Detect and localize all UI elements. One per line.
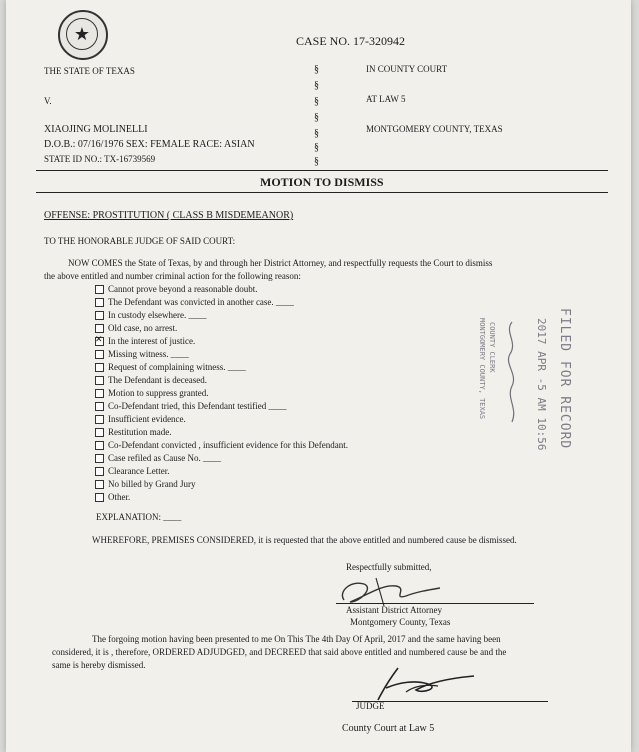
reason-item — [95, 427, 172, 437]
checkbox-icon[interactable] — [95, 402, 104, 411]
reason-label: Clearance Letter. — [108, 466, 170, 476]
reason-label: Restitution made. — [108, 427, 172, 437]
body-paragraph-line2: the above entitled and number criminal action for the following reason: — [44, 271, 301, 281]
ada-title: Assistant District Attorney — [346, 605, 442, 615]
section-mark: § — [314, 96, 319, 107]
reason-label: Co-Defendant tried, this Defendant testified ____ — [108, 401, 287, 411]
reason-label: Case refiled as Cause No. ____ — [108, 453, 221, 463]
checkbox-icon[interactable] — [95, 350, 104, 359]
offense-line: OFFENSE: PROSTITUTION ( CLASS B MISDEMEANOR) — [44, 210, 294, 221]
order-line3: same is hereby dismissed. — [52, 660, 146, 670]
reason-item — [95, 388, 209, 398]
ada-county: Montgomery County, Texas — [350, 617, 451, 627]
reason-label: Co-Defendant convicted , insufficient evidence for this Defendant. — [108, 440, 348, 450]
reason-label: In custody elsewhere. ____ — [108, 310, 207, 320]
reason-item — [95, 375, 207, 385]
checkbox-icon[interactable] — [95, 454, 104, 463]
reason-label: Motion to suppress granted. — [108, 388, 209, 398]
checkbox-icon[interactable] — [95, 441, 104, 450]
reason-item — [95, 466, 169, 476]
checkbox-icon[interactable] — [95, 311, 104, 320]
party-versus: V. — [44, 96, 52, 106]
ada-signature-line — [336, 603, 534, 604]
reason-item — [95, 284, 257, 294]
reason-label: The Defendant is deceased. — [108, 375, 207, 385]
reason-item — [95, 362, 246, 372]
reason-label: In the interest of justice. — [108, 336, 196, 346]
section-mark: § — [314, 128, 319, 139]
defendant-details: D.O.B.: 07/16/1976 SEX: FEMALE RACE: ASIAN — [44, 139, 255, 150]
body-paragraph-line1: NOW COMES the State of Texas, by and through her District Attorney, and respectfully requests the Court to dismiss — [68, 258, 493, 268]
clerk-signature-icon — [502, 318, 522, 428]
state-id: STATE ID NO.: TX-16739569 — [44, 154, 156, 164]
checkbox-icon[interactable] — [95, 389, 104, 398]
section-mark: § — [314, 112, 319, 123]
court-division: AT LAW 5 — [366, 94, 406, 104]
case-number — [296, 34, 405, 49]
reason-item — [95, 401, 286, 411]
section-mark: § — [314, 156, 319, 167]
reason-item — [95, 414, 186, 424]
reason-item — [95, 310, 206, 320]
court-name: IN COUNTY COURT — [366, 64, 448, 74]
section-mark: § — [314, 80, 319, 91]
stamp-date: 2017 APR -5 AM 10:56 — [535, 318, 548, 451]
reason-item — [95, 336, 195, 346]
reason-label: The Defendant was convicted in another case. ____ — [108, 297, 294, 307]
reason-item — [95, 479, 196, 489]
reason-label: Insufficient evidence. — [108, 414, 186, 424]
reason-item — [95, 492, 130, 502]
reason-label: Missing witness. ____ — [108, 349, 189, 359]
document-page — [6, 0, 631, 752]
document-title: MOTION TO DISMISS — [260, 175, 384, 189]
party-state: THE STATE OF TEXAS — [44, 66, 135, 76]
checkbox-icon[interactable] — [95, 324, 104, 333]
case-label: CASE NO. — [296, 34, 351, 48]
reason-label: Request of complaining witness. ____ — [108, 362, 246, 372]
stamp-clerk: COUNTY CLERK — [488, 322, 496, 373]
reason-item — [95, 440, 348, 450]
salutation: TO THE HONORABLE JUDGE OF SAID COURT: — [44, 236, 236, 246]
judge-signature-icon — [356, 662, 486, 704]
title-rule-top — [36, 170, 608, 171]
title-rule-bottom — [36, 192, 608, 193]
stamp-filed-for-record: FILED FOR RECORD — [557, 308, 572, 450]
judge-label: JUDGE — [356, 701, 385, 711]
case-number-value: 17-320942 — [353, 34, 406, 48]
order-line2: considered, it is , therefore, ORDERED ADJUDGED, and DECREED that said above entitled and numbered cause be and the — [52, 647, 507, 657]
reason-label: Cannot prove beyond a reasonable doubt. — [108, 284, 258, 294]
respectfully-submitted: Respectfully submitted, — [346, 562, 432, 572]
checked-checkbox-icon[interactable] — [95, 337, 104, 346]
section-mark: § — [314, 142, 319, 153]
checkbox-icon[interactable] — [95, 363, 104, 372]
reason-label: Old case, no arrest. — [108, 323, 178, 333]
checkbox-icon[interactable] — [95, 428, 104, 437]
reason-label: No billed by Grand Jury — [108, 479, 196, 489]
checkbox-icon[interactable] — [95, 467, 104, 476]
checkbox-icon[interactable] — [95, 493, 104, 502]
order-line1: The forgoing motion having been presented to me On This The 4th Day Of April, 2017 and the same having been — [92, 634, 501, 644]
checkbox-icon[interactable] — [95, 298, 104, 307]
wherefore-paragraph: WHEREFORE, PREMISES CONSIDERED, it is requested that the above entitled and numbered cause be dismissed. — [92, 535, 517, 545]
stamp-county: MONTGOMERY COUNTY, TEXAS — [478, 318, 486, 420]
defendant-name: XIAOJING MOLINELLI — [44, 124, 148, 135]
checkbox-icon[interactable] — [95, 376, 104, 385]
court-county: MONTGOMERY COUNTY, TEXAS — [366, 124, 503, 134]
reason-item — [95, 297, 294, 307]
reason-item — [95, 349, 189, 359]
reason-item — [95, 453, 221, 463]
checkbox-icon[interactable] — [95, 415, 104, 424]
section-mark: § — [314, 64, 319, 75]
checkbox-icon[interactable] — [95, 480, 104, 489]
texas-seal-icon: ★ — [58, 10, 108, 60]
checkbox-icon[interactable] — [95, 285, 104, 294]
explanation-line: EXPLANATION: ____ — [96, 512, 182, 522]
reason-item — [95, 323, 177, 333]
court-footer: County Court at Law 5 — [342, 723, 435, 734]
reason-label: Other. — [108, 492, 131, 502]
